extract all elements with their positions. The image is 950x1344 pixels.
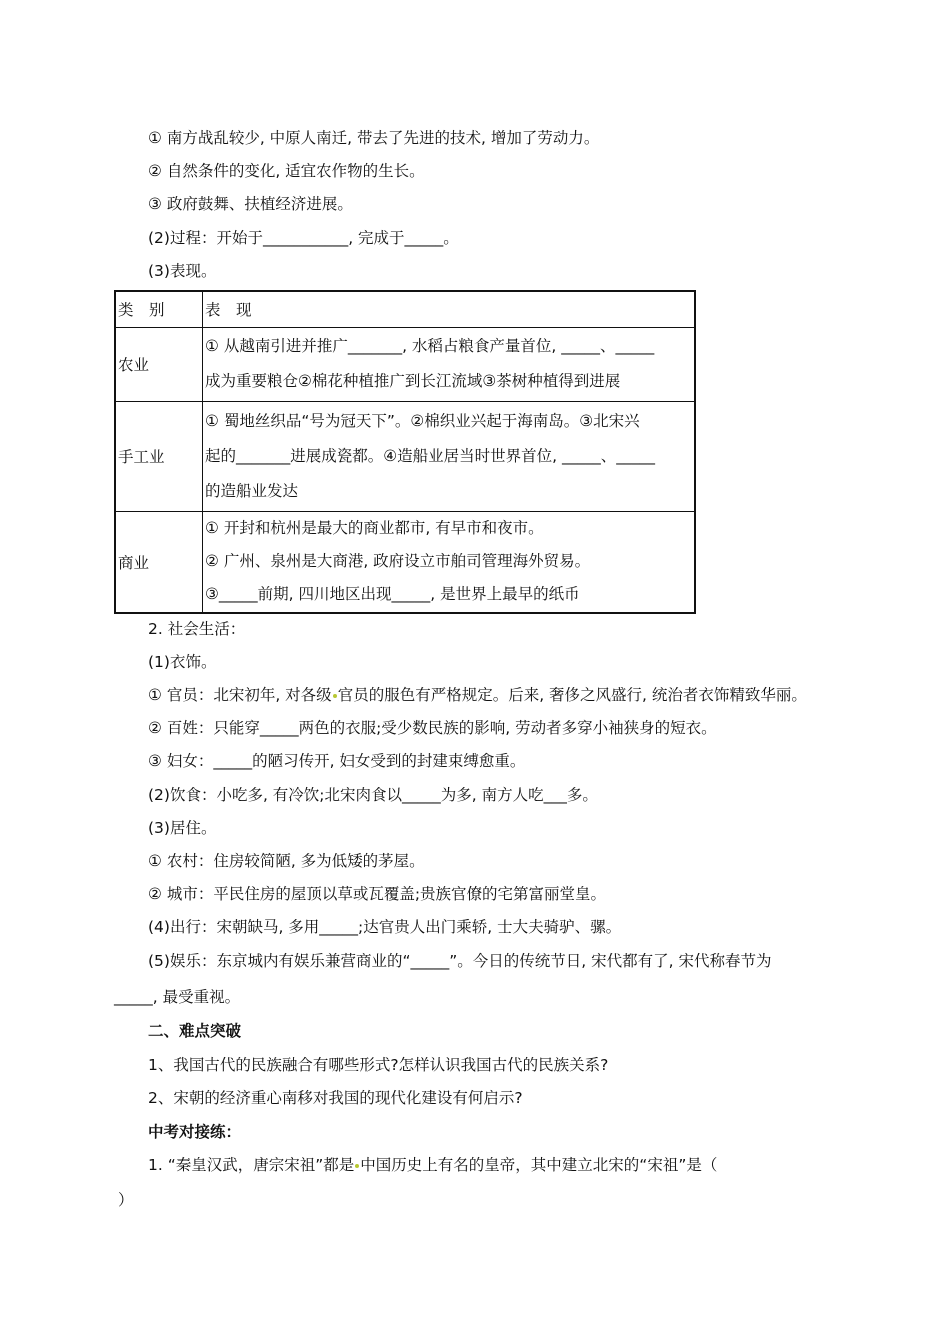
row-line: ② 广州、泉州是大商港, 政府设立市舶司管理海外贸易。 (205, 552, 591, 571)
reason-2: ② 自然条件的变化, 适宜农作物的生长。 (148, 162, 425, 180)
difficulties-title: 二、难点突破 (148, 1022, 242, 1040)
exam-title: 中考对接练： (148, 1123, 242, 1141)
exam-question-1-close: ） (118, 1191, 134, 1209)
row-line: 成为重要粮仓②棉花种植推广到长江流域③茶树种植得到进展 (205, 372, 621, 390)
reason-1: ① 南方战乱较少, 中原人南迁, 带去了先进的技术, 增加了劳动力。 (148, 129, 600, 147)
clothing-title: (1)衣饰。 (148, 653, 217, 671)
travel-line: (4)出行：宋朝缺马, 多用_____;达官贵人出门乘轿, 士大夫骑驴、骡。 (148, 918, 622, 936)
row-category: 商业 (115, 511, 203, 613)
entertainment-line: (5)娱乐：东京城内有娱乐兼营商业的“_____”。今日的传统节日, 宋代都有了, 宋代称春节为 (148, 952, 772, 970)
row-line: ① 蜀地丝织品“号为冠天下”。②棉织业兴起于海南岛。③北宋兴 (205, 411, 640, 430)
exam-question-1-part1: 1. “秦皇汉武，唐宗宋祖”都是 (148, 1156, 355, 1174)
row-content (203, 511, 696, 613)
row-line: 的造船业发达 (205, 481, 299, 500)
clothing-commoners: ② 百姓：只能穿_____两色的衣服;受少数民族的影响, 劳动者多穿小袖狭身的短衣。 (148, 719, 717, 737)
header-content: 表 现 (203, 291, 696, 327)
entertainment-line-cont: _____, 最受重视。 (114, 988, 241, 1006)
row-line: ③_____前期, 四川地区出现_____, 是世界上最早的纸币 (205, 585, 580, 604)
reason-3: ③ 政府鼓舞、扶植经济进展。 (148, 195, 353, 213)
row-line: ① 从越南引进并推广_______, 水稻占粮食产量首位, _____、_____ (205, 337, 655, 355)
clothing-women: ③ 妇女：_____的陋习传开, 妇女受到的封建束缚愈重。 (148, 752, 526, 770)
housing-title: (3)居住。 (148, 819, 217, 837)
clothing-officials-part2: 官员的服色有严格规定。后来, 奢侈之风盛行, 统治者衣饰精致华丽。 (337, 686, 807, 704)
performance-table (114, 290, 696, 614)
difficulty-question-1: 1、我国古代的民族融合有哪些形式?怎样认识我国古代的民族关系? (148, 1056, 609, 1074)
row-line: 起的_______进展成瓷都。④造船业居当时世界首位, _____、_____ (205, 446, 656, 465)
clothing-officials-part1: ① 官员：北宋初年, 对各级 (148, 686, 332, 704)
exam-question-1-part2: 中国历史上有名的皇帝，其中建立北宋的“宋祖”是（ (360, 1156, 718, 1174)
housing-rural: ① 农村：住房较简陋, 多为低矮的茅屋。 (148, 852, 425, 870)
row-category: 农业 (115, 327, 203, 401)
social-title: 2. 社会生活： (148, 620, 246, 638)
process-line: (2)过程：开始于___________, 完成于_____。 (148, 229, 459, 247)
header-category: 类 别 (115, 291, 203, 327)
row-content (203, 327, 696, 401)
housing-city: ② 城市：平民住房的屋顶以草或瓦覆盖;贵族官僚的宅第富丽堂皇。 (148, 885, 607, 903)
exam-question-1 (148, 1155, 717, 1175)
row-line: ① 开封和杭州是最大的商业都市, 有早市和夜市。 (205, 519, 544, 538)
row-category: 手工业 (115, 401, 203, 511)
dot-mark (355, 1164, 359, 1168)
table-row (115, 511, 695, 613)
dot-mark (333, 694, 337, 698)
row-content (203, 401, 696, 511)
performance-heading: (3)表现。 (148, 262, 217, 280)
difficulty-question-2: 2、宋朝的经济重心南移对我国的现代化建设有何启示? (148, 1089, 523, 1107)
table-header-row (115, 291, 695, 327)
table-row (115, 401, 695, 511)
food-line: (2)饮食：小吃多, 有冷饮;北宋肉食以_____为多, 南方人吃___多。 (148, 786, 598, 804)
clothing-officials (148, 685, 807, 705)
table-row (115, 327, 695, 401)
